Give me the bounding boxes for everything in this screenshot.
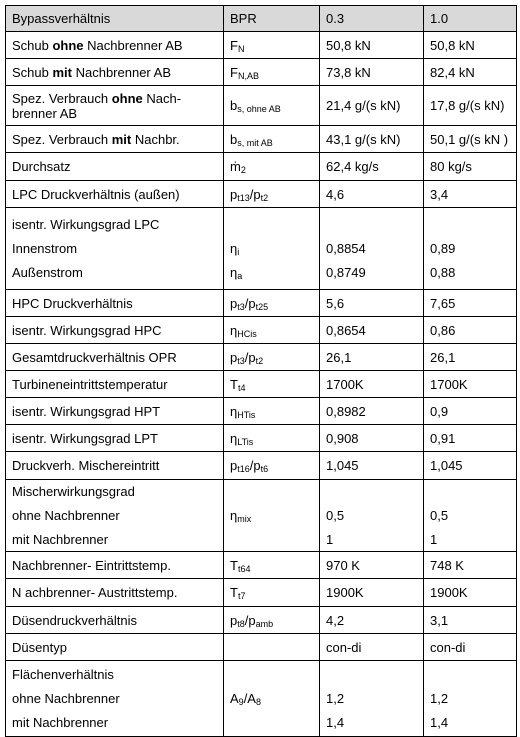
table-body (6, 6, 517, 737)
value-cell-bpr-0-3 (320, 634, 424, 661)
parameter-cell (6, 452, 224, 480)
symbol-cell (224, 480, 320, 552)
table-row (6, 153, 517, 181)
value-text: 1,045 (430, 458, 463, 473)
parameter-cell (6, 634, 224, 661)
parameter-table (5, 5, 517, 737)
value-cell-bpr-1-0 (424, 371, 517, 398)
table-row (6, 290, 517, 317)
value-text: 1,4 (326, 715, 345, 730)
value-cell-bpr-1-0 (424, 344, 517, 371)
value-text: 1 (326, 532, 334, 547)
value-cell-bpr-0-3 (320, 290, 424, 317)
table-row (6, 480, 517, 552)
parameter-cell (6, 579, 224, 607)
parameter-label: Flächenverhältnis (12, 667, 114, 682)
symbol-label: $p_{t16}/p_{t6}$ (230, 458, 269, 474)
symbol-label: $T_{t7}$ (230, 585, 246, 601)
value-text: 1700K (430, 376, 468, 392)
value-text: 0,5 (326, 508, 345, 523)
value-cell-bpr-0-3 (320, 552, 424, 579)
table-row (6, 425, 517, 452)
table-row (6, 398, 517, 425)
value-cell-bpr-1-0 (424, 126, 517, 153)
value-text: 1,045 (326, 458, 359, 473)
symbol-label: ṁ$_2$ (230, 159, 246, 175)
symbol-label: $T_{t4}$ (230, 376, 246, 393)
table-row (6, 208, 517, 290)
parameter-label: isentr. Wirkungsgrad HPT (12, 403, 161, 419)
table-row (6, 344, 517, 371)
parameter-label: Durchsatz (12, 159, 71, 174)
value-text (430, 667, 510, 682)
table-row (6, 661, 517, 737)
value-cell-bpr-1-0 (424, 208, 517, 290)
symbol-cell (224, 579, 320, 607)
table-row (6, 86, 517, 126)
symbol-cell (224, 452, 320, 480)
value-cell-bpr-0-3 (320, 59, 424, 86)
value-text: 0,89 (430, 241, 456, 256)
value-text (430, 484, 510, 499)
parameter-label: Spez. Verbrauch mit Nachbr. (12, 131, 180, 147)
symbol-cell (224, 208, 320, 290)
symbol-label (230, 484, 313, 499)
symbol-cell (224, 661, 320, 737)
parameter-cell (6, 317, 224, 344)
value-text: 1900K (326, 585, 364, 600)
parameter-label: Druckverh. Mischereintritt (12, 458, 160, 473)
symbol-cell (224, 59, 320, 86)
symbol-label: $F_N$ (230, 37, 245, 54)
value-cell-bpr-1-0 (424, 59, 517, 86)
symbol-label: $p_{t8}/p_{amb}$ (230, 612, 274, 629)
symbol-label: $\eta_{HCis}$ (230, 322, 257, 339)
value-cell-bpr-0-3 (320, 425, 424, 452)
value-text: 0,8749 (326, 265, 366, 280)
table-row (6, 579, 517, 607)
symbol-label: $b_{s, ohne AB}$ (230, 98, 281, 114)
table-row (6, 552, 517, 579)
parameter-cell (6, 480, 224, 552)
symbol-label: $F_{N,AB}$ (230, 64, 259, 81)
parameter-label: Düsendruckverhältnis (12, 612, 138, 628)
symbol-cell (224, 634, 320, 661)
value-cell-bpr-1-0 (424, 86, 517, 126)
parameter-cell (6, 398, 224, 425)
header-symbol: BPR (224, 6, 320, 32)
value-text: con-di (326, 639, 362, 655)
value-cell-bpr-1-0 (424, 32, 517, 59)
value-text: 1900K (430, 585, 468, 600)
symbol-label: $\eta_{HTis}$ (230, 403, 256, 420)
parameter-label: Turbineneintrittstemperatur (12, 376, 168, 392)
table-row (6, 634, 517, 661)
value-text: 1,2 (326, 691, 345, 706)
value-text: 4,2 (326, 612, 345, 628)
value-text: 0,8654 (326, 322, 366, 338)
value-text: 0,86 (430, 322, 456, 338)
value-text: 0,5 (430, 508, 449, 523)
parameter-cell (6, 290, 224, 317)
parameter-label: Gesamtdruckverhältnis OPR (12, 349, 177, 365)
value-text: 82,4 kN (430, 64, 475, 80)
parameter-label: isentr. Wirkungsgrad LPT (12, 430, 158, 446)
value-cell-bpr-1-0 (424, 425, 517, 452)
value-cell-bpr-0-3 (320, 607, 424, 634)
header-row (6, 6, 517, 32)
value-text: 0,8854 (326, 241, 366, 256)
value-cell-bpr-0-3 (320, 579, 424, 607)
symbol-cell (224, 126, 320, 153)
value-text: 0,88 (430, 265, 456, 280)
value-cell-bpr-1-0 (424, 480, 517, 552)
parameter-cell (6, 661, 224, 737)
table-row (6, 371, 517, 398)
symbol-label (230, 532, 313, 547)
symbol-label: $\eta_i$ (230, 241, 240, 257)
symbol-label (230, 217, 313, 232)
value-text: 0,91 (430, 430, 456, 446)
value-cell-bpr-0-3 (320, 153, 424, 181)
value-text: 26,1 (326, 349, 352, 365)
value-text (430, 217, 510, 232)
value-cell-bpr-1-0 (424, 661, 517, 737)
parameter-cell (6, 32, 224, 59)
parameter-cell (6, 86, 224, 126)
parameter-label: brenner AB (12, 105, 78, 121)
symbol-label: $\eta_a$ (230, 265, 243, 281)
value-cell-bpr-0-3 (320, 371, 424, 398)
parameter-label: ohne Nachbrenner (12, 691, 120, 706)
value-text: 62,4 kg/s (326, 159, 379, 174)
parameter-label: mit Nachbrenner (12, 532, 109, 547)
table-row (6, 317, 517, 344)
value-cell-bpr-1-0 (424, 398, 517, 425)
symbol-cell (224, 181, 320, 208)
parameter-label: Düsentyp (12, 639, 67, 655)
table-row (6, 452, 517, 480)
value-cell-bpr-1-0 (424, 634, 517, 661)
parameter-cell (6, 552, 224, 579)
symbol-cell (224, 86, 320, 126)
value-text: 4,6 (326, 186, 345, 202)
parameter-label: Außenstrom (12, 265, 83, 280)
header-value-bpr-0-3: 0.3 (320, 6, 424, 32)
value-cell-bpr-0-3 (320, 452, 424, 480)
symbol-label: $p_{t13}/p_{t2}$ (230, 186, 269, 203)
parameter-cell (6, 425, 224, 452)
symbol-label: $A_9/A_8$ (230, 691, 261, 707)
table-row (6, 59, 517, 86)
value-cell-bpr-1-0 (424, 552, 517, 579)
parameter-label: isentr. Wirkungsgrad LPC (12, 217, 160, 232)
parameter-cell (6, 181, 224, 208)
symbol-cell (224, 153, 320, 181)
symbol-label: $T_{t64}$ (230, 557, 251, 574)
table-row (6, 181, 517, 208)
table-row (6, 607, 517, 634)
value-text: 5,6 (326, 295, 345, 311)
symbol-cell (224, 607, 320, 634)
value-text (326, 484, 417, 499)
value-text: 0,908 (326, 430, 359, 446)
value-cell-bpr-1-0 (424, 290, 517, 317)
value-text: 0,9 (430, 403, 449, 419)
parameter-cell (6, 607, 224, 634)
table-row (6, 126, 517, 153)
parameter-cell (6, 153, 224, 181)
value-text: 50,8 kN (326, 37, 371, 53)
symbol-cell (224, 552, 320, 579)
symbol-cell (224, 317, 320, 344)
symbol-cell (224, 371, 320, 398)
parameter-cell (6, 59, 224, 86)
parameter-label: HPC Druckverhältnis (12, 295, 133, 311)
value-text: 748 K (430, 557, 464, 573)
value-text: 1700K (326, 376, 364, 392)
value-text: 1 (430, 532, 438, 547)
symbol-cell (224, 398, 320, 425)
value-text: 80 kg/s (430, 159, 472, 174)
symbol-label (230, 640, 313, 655)
symbol-cell (224, 425, 320, 452)
value-cell-bpr-1-0 (424, 607, 517, 634)
value-cell-bpr-1-0 (424, 181, 517, 208)
value-cell-bpr-0-3 (320, 317, 424, 344)
parameter-cell (6, 126, 224, 153)
value-text: 73,8 kN (326, 64, 371, 80)
value-text (326, 667, 417, 682)
symbol-cell (224, 32, 320, 59)
value-text: 1,4 (430, 715, 449, 730)
value-text: 26,1 (430, 349, 456, 365)
parameter-label: isentr. Wirkungsgrad HPC (12, 322, 162, 338)
symbol-label: $\eta_{mix}$ (230, 508, 252, 524)
value-text: 970 K (326, 557, 360, 573)
value-text: con-di (430, 639, 466, 655)
value-cell-bpr-0-3 (320, 86, 424, 126)
parameter-label: Nachbrenner- Eintrittstemp. (12, 557, 171, 573)
symbol-label: $p_{t3}/p_{t2}$ (230, 349, 264, 366)
value-cell-bpr-0-3 (320, 661, 424, 737)
value-text: 7,65 (430, 295, 456, 311)
symbol-label: $b_{s, mit AB}$ (230, 131, 273, 148)
value-cell-bpr-1-0 (424, 452, 517, 480)
header-parameter: Bypassverhältnis (6, 6, 224, 32)
value-text: 0,8982 (326, 403, 366, 419)
parameter-label: LPC Druckverhältnis (außen) (12, 186, 180, 202)
symbol-cell (224, 344, 320, 371)
value-cell-bpr-1-0 (424, 579, 517, 607)
value-text: 50,8 kN (430, 37, 475, 53)
parameter-label: Mischerwirkungsgrad (12, 484, 135, 499)
parameter-label: Innenstrom (12, 241, 78, 256)
table-row (6, 32, 517, 59)
symbol-label: $p_{t3}/p_{t25}$ (230, 295, 269, 312)
parameter-label: Schub mit Nachbrenner AB (12, 64, 171, 80)
parameter-label: ohne Nachbrenner (12, 508, 120, 523)
value-cell-bpr-0-3 (320, 126, 424, 153)
value-text: 3,1 (430, 612, 449, 628)
value-text: 3,4 (430, 186, 449, 202)
parameter-label: N achbrenner- Austrittstemp. (12, 585, 178, 600)
value-text: 43,1 g/(s kN) (326, 131, 401, 147)
parameter-label: Spez. Verbrauch ohne Nach- (12, 90, 182, 106)
parameter-cell (6, 208, 224, 290)
symbol-cell (224, 290, 320, 317)
value-text (326, 217, 417, 232)
parameter-label: Schub ohne Nachbrenner AB (12, 37, 183, 53)
parameter-label: mit Nachbrenner (12, 715, 109, 730)
value-cell-bpr-0-3 (320, 208, 424, 290)
parameter-cell (6, 344, 224, 371)
value-cell-bpr-1-0 (424, 153, 517, 181)
value-cell-bpr-0-3 (320, 344, 424, 371)
value-text: 1,2 (430, 691, 449, 706)
value-cell-bpr-0-3 (320, 181, 424, 208)
value-text: 50,1 g/(s kN ) (430, 131, 509, 147)
value-cell-bpr-0-3 (320, 398, 424, 425)
value-cell-bpr-0-3 (320, 32, 424, 59)
value-text: 21,4 g/(s kN) (326, 98, 401, 113)
value-cell-bpr-0-3 (320, 480, 424, 552)
parameter-cell (6, 371, 224, 398)
symbol-label (230, 667, 313, 682)
symbol-label: $\eta_{LTis}$ (230, 430, 254, 447)
value-text: 17,8 g/(s kN) (430, 98, 505, 113)
value-cell-bpr-1-0 (424, 317, 517, 344)
header-value-bpr-1-0: 1.0 (424, 6, 517, 32)
